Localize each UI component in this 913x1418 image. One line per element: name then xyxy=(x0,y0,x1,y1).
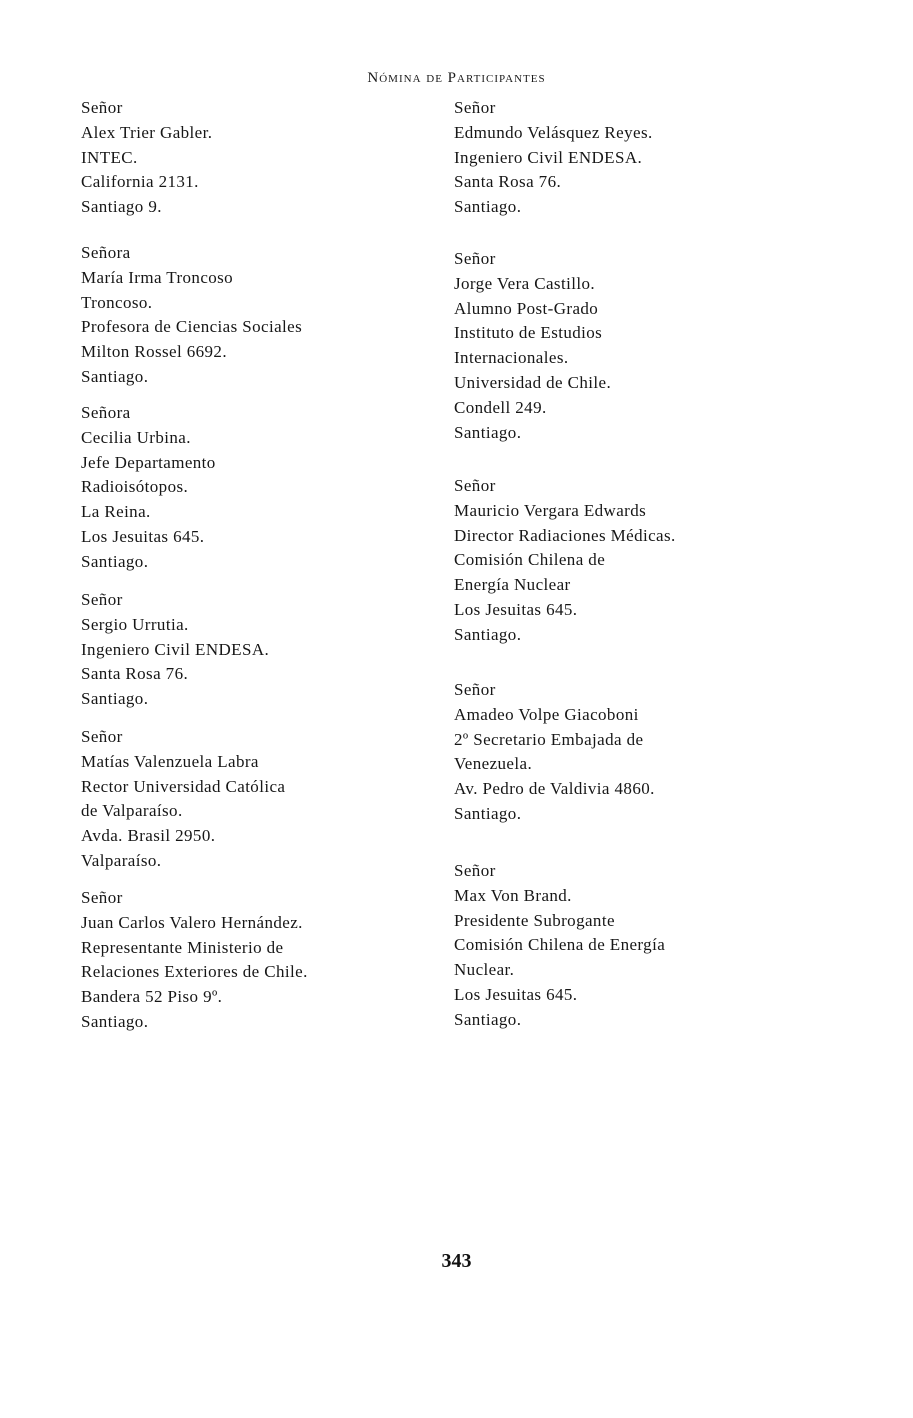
entry-line: Milton Rossel 6692. xyxy=(81,342,227,362)
entry-line: Profesora de Ciencias Sociales xyxy=(81,317,303,337)
participant-name: Jorge Vera Castillo. xyxy=(454,273,595,293)
entry-line: Avda. Brasil 2950. xyxy=(81,826,216,846)
participant-name: Amadeo Volpe Giacoboni xyxy=(454,704,639,724)
participant-entry xyxy=(81,725,421,874)
entry-line: Santiago. xyxy=(454,422,522,442)
entry-line: Director Radiaciones Médicas. xyxy=(454,525,676,545)
entry-line: Los Jesuitas 645. xyxy=(454,984,578,1004)
page-number: 343 xyxy=(441,1250,472,1272)
entry-line: Santiago. xyxy=(81,1011,149,1031)
participant-name: Mauricio Vergara Edwards xyxy=(454,500,647,520)
salutation: Señor xyxy=(81,888,123,907)
entry-line: Alumno Post-Grado xyxy=(454,298,599,318)
entry-line: Santiago. xyxy=(454,624,522,644)
participant-entry xyxy=(81,588,421,712)
entry-line: Comisión Chilena de xyxy=(454,550,606,570)
entry-line: Santiago. xyxy=(81,551,149,571)
entry-line: Jefe Departamento xyxy=(81,452,216,472)
salutation: Señora xyxy=(81,403,131,422)
participant-name: Sergio Urrutia. xyxy=(81,614,189,634)
salutation: Señor xyxy=(454,249,496,268)
entry-line: Presidente Subrogante xyxy=(454,910,615,930)
salutation: Señor xyxy=(81,590,123,609)
entry-line: Santa Rosa 76. xyxy=(454,172,562,192)
salutation: Señora xyxy=(81,243,131,262)
entry-line: Universidad de Chile. xyxy=(454,372,612,392)
participant-name: María Irma Troncoso xyxy=(81,267,234,287)
entry-line: Santiago. xyxy=(454,197,522,217)
participant-entry xyxy=(454,474,794,648)
entry-line: Santiago 9. xyxy=(81,197,162,217)
entry-line: Troncoso. xyxy=(81,292,153,312)
entry-line: Los Jesuitas 645. xyxy=(454,599,578,619)
page-header: Nómina de Participantes xyxy=(367,70,546,86)
salutation: Señor xyxy=(81,727,123,746)
entry-line: 2º Secretario Embajada de xyxy=(454,729,644,749)
entry-line: Energía Nuclear xyxy=(454,575,571,595)
participant-entry xyxy=(454,859,794,1033)
participant-entry xyxy=(454,678,794,827)
entry-line: California 2131. xyxy=(81,172,199,192)
participant-entry xyxy=(81,96,421,220)
participant-entry xyxy=(454,247,794,445)
entry-line: Santiago. xyxy=(454,803,522,823)
participant-entry xyxy=(454,96,794,220)
salutation: Señor xyxy=(454,98,496,117)
participant-name: Alex Trier Gabler. xyxy=(81,122,213,142)
entry-line: Condell 249. xyxy=(454,397,547,417)
participant-name: Matías Valenzuela Labra xyxy=(81,751,259,771)
entry-line: Av. Pedro de Valdivia 4860. xyxy=(454,779,655,799)
entry-line: Santiago. xyxy=(454,1009,522,1029)
participant-name: Edmundo Velásquez Reyes. xyxy=(454,122,653,142)
entry-line: Internacionales. xyxy=(454,348,569,368)
participant-name: Max Von Brand. xyxy=(454,885,572,905)
participant-entry xyxy=(81,886,421,1035)
entry-line: Rector Universidad Católica xyxy=(81,776,286,796)
entry-line: Santa Rosa 76. xyxy=(81,664,189,684)
participant-name: Juan Carlos Valero Hernández. xyxy=(81,912,303,932)
salutation: Señor xyxy=(81,98,123,117)
entry-line: Relaciones Exteriores de Chile. xyxy=(81,962,308,982)
entry-line: Radioisótopos. xyxy=(81,477,189,497)
entry-line: Ingeniero Civil ENDESA. xyxy=(454,147,643,167)
entry-line: Los Jesuitas 645. xyxy=(81,526,205,546)
entry-line: Santiago. xyxy=(81,689,149,709)
participant-name: Cecilia Urbina. xyxy=(81,427,191,447)
entry-line: Venezuela. xyxy=(454,754,533,774)
participant-entry xyxy=(81,401,421,575)
entry-line: Nuclear. xyxy=(454,960,515,980)
entry-line: Representante Ministerio de xyxy=(81,937,284,957)
entry-line: Santiago. xyxy=(81,366,149,386)
entry-line: de Valparaíso. xyxy=(81,801,183,821)
salutation: Señor xyxy=(454,476,496,495)
entry-line: Valparaíso. xyxy=(81,850,162,870)
entry-line: Comisión Chilena de Energía xyxy=(454,935,666,955)
entry-line: La Reina. xyxy=(81,502,151,522)
entry-line: Bandera 52 Piso 9º. xyxy=(81,987,223,1007)
entry-line: Ingeniero Civil ENDESA. xyxy=(81,639,270,659)
salutation: Señor xyxy=(454,861,496,880)
entry-line: Instituto de Estudios xyxy=(454,323,603,343)
salutation: Señor xyxy=(454,680,496,699)
participant-entry xyxy=(81,241,421,390)
entry-line: INTEC. xyxy=(81,147,138,167)
